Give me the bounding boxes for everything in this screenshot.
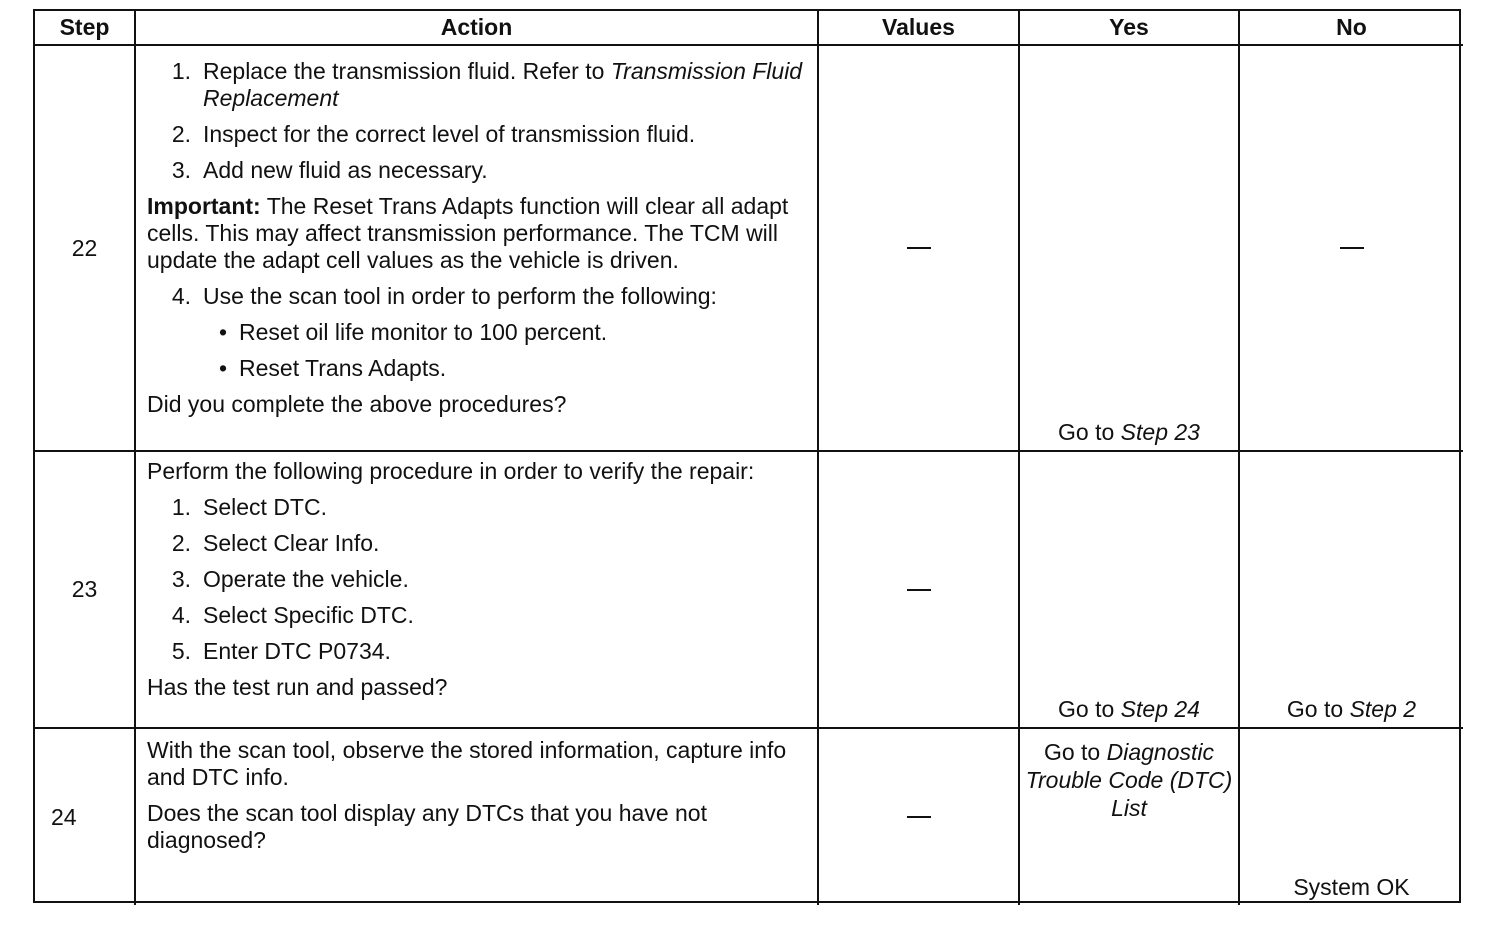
diagnostic-table (33, 9, 1461, 903)
values-cell (819, 729, 1020, 905)
list-item: 3. Operate the vehicle. (171, 566, 409, 592)
no-cell (1240, 729, 1463, 905)
yes-link[interactable]: Go to Diagnostic Trouble Code (DTC) List (1025, 739, 1233, 821)
values-cell (819, 46, 1020, 452)
yes-link[interactable]: Go to Step 23 (1058, 419, 1200, 445)
header-yes: Yes (1020, 11, 1240, 46)
list-item: 2. Select Clear Info. (171, 530, 380, 556)
question: Did you complete the above procedures? (147, 391, 567, 417)
header-no: No (1240, 11, 1463, 46)
dash-mark (907, 247, 931, 249)
yes-link[interactable]: Go to Step 24 (1058, 696, 1200, 722)
list-item: 1. Select DTC. (171, 494, 327, 520)
yes-cell (1020, 729, 1240, 905)
values-cell (819, 452, 1020, 729)
bullet-item: • Reset oil life monitor to 100 percent. (218, 319, 608, 345)
step-number: 23 (35, 452, 136, 729)
action-cell (136, 46, 819, 452)
header-action: Action (136, 11, 819, 46)
action-cell (136, 452, 819, 729)
header-values: Values (819, 11, 1020, 46)
step-number: 24 (35, 729, 136, 905)
list-item: 4. Select Specific DTC. (171, 602, 414, 628)
header-step: Step (35, 11, 136, 46)
list-item: 2. Inspect for the correct level of transmission fluid. (171, 121, 696, 147)
action-cell (136, 729, 819, 905)
procedure-reference: Transmission Fluid Replacement (203, 58, 803, 111)
bullet-item: • Reset Trans Adapts. (218, 355, 447, 381)
list-item: 3. Add new fluid as necessary. (171, 157, 488, 183)
no-cell (1240, 452, 1463, 729)
no-result: System OK (1293, 874, 1410, 900)
intro-text: With the scan tool, observe the stored information, capture info and DTC info. (147, 737, 787, 790)
dash-mark (1340, 247, 1364, 249)
important-note: Important: The Reset Trans Adapts function will clear all adapt cells. This may affect transmission performance. The TCM will update the adapt cell values as the vehicle is driven. (147, 193, 789, 273)
yes-cell (1020, 46, 1240, 452)
question: Does the scan tool display any DTCs that you have not diagnosed? (147, 800, 707, 853)
no-cell (1240, 46, 1463, 452)
dash-mark (907, 816, 931, 818)
no-link[interactable]: Go to Step 2 (1286, 696, 1417, 722)
list-item: 4. Use the scan tool in order to perform the following: (171, 283, 717, 309)
question: Has the test run and passed? (147, 674, 448, 700)
list-item: 1. Replace the transmission fluid. Refer to Transmission Fluid Replacement (171, 58, 803, 111)
intro-text: Perform the following procedure in order to verify the repair: (147, 458, 755, 484)
step-number: 22 (35, 46, 136, 452)
dash-mark (907, 589, 931, 591)
list-item: 5. Enter DTC P0734. (171, 638, 391, 664)
yes-cell (1020, 452, 1240, 729)
